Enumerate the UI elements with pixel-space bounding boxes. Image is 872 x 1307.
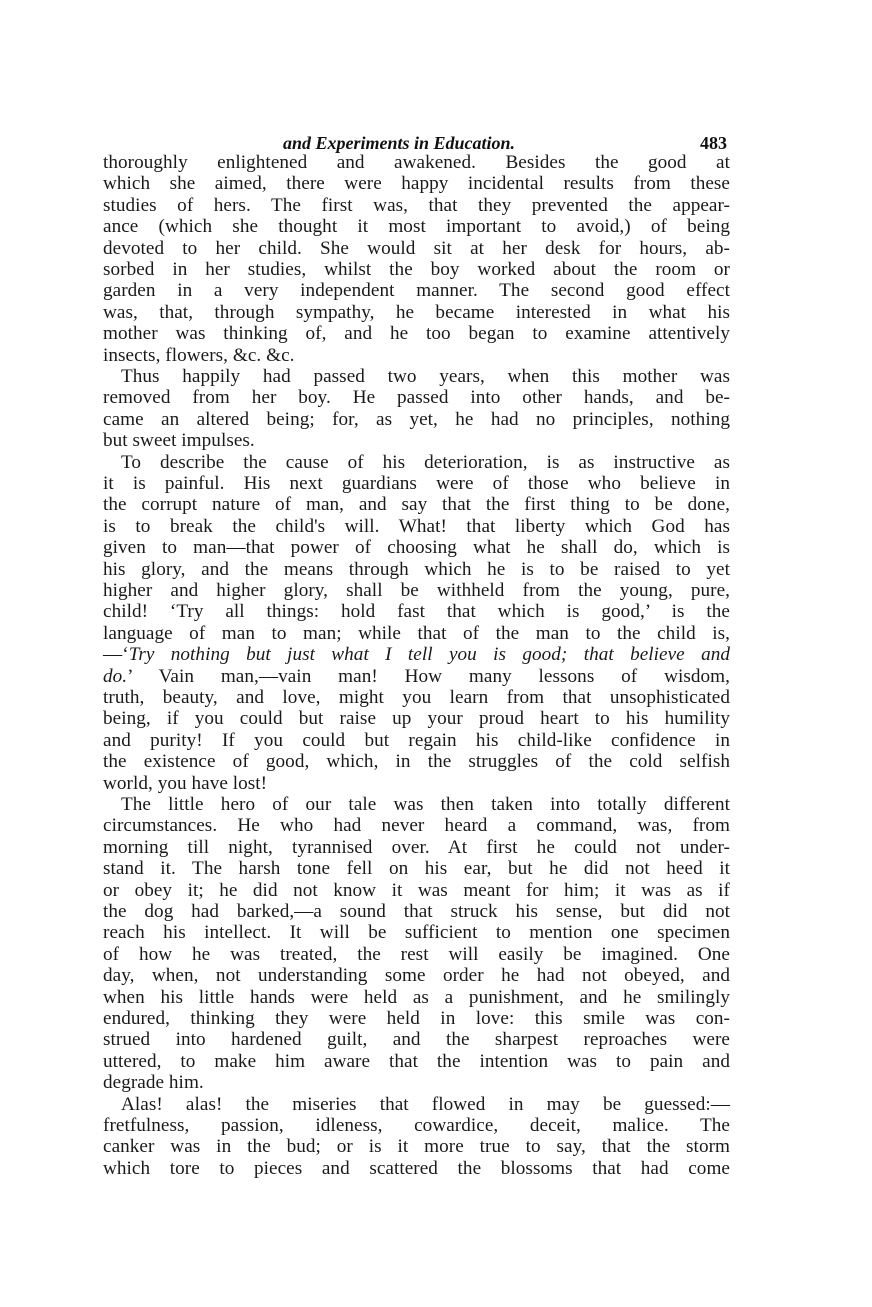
line-text: ance (which she thought it most important to avoid,) of being — [103, 216, 730, 238]
page-number: 483 — [700, 133, 727, 153]
text-line — [103, 1115, 730, 1137]
line-text: or obey it; he did not know it was meant for him; it was as if — [103, 879, 730, 901]
line-text: garden in a very independent manner. The second good effect — [103, 280, 730, 302]
text-line — [103, 302, 730, 324]
text-line — [103, 195, 730, 217]
line-text: his glory, and the means through which he is to be raised to yet — [103, 558, 730, 580]
text-line — [103, 387, 730, 409]
text-line — [103, 944, 730, 966]
line-text: the existence of good, which, in the struggles of the cold selfish — [103, 751, 730, 773]
line-text: Alas! alas! the miseries that flowed in may be guessed:— — [121, 1093, 730, 1115]
line-text: insects, flowers, &c. &c. — [103, 344, 295, 366]
text-line — [103, 815, 730, 837]
line-text: when his little hands were held as a punishment, and he smilingly — [103, 986, 730, 1008]
line-text: it is painful. His next guardians were of those who believe in — [103, 473, 730, 494]
text-line — [103, 644, 730, 666]
text-line — [103, 1051, 730, 1073]
line-text: strued into hardened guilt, and the sharpest reproaches were — [103, 1029, 730, 1051]
text-line — [121, 1094, 730, 1116]
line-text: reach his intellect. It will be sufficient to mention one specimen — [103, 922, 730, 944]
line-text: mother was thinking of, and he too began to examine attentively — [103, 323, 730, 345]
line-text: child! ‘Try all things: hold fast that which is good,’ is the — [103, 601, 730, 623]
text-line — [103, 858, 730, 880]
text-line — [103, 837, 730, 859]
line-text: is to break the child's will. What! that liberty which God has — [103, 515, 730, 537]
text-line — [103, 152, 730, 174]
line-text: given to man—that power of choosing what he shall do, which is — [103, 537, 730, 559]
line-text: the dog had barked,—a sound that struck his sense, but did not — [103, 901, 730, 922]
running-title: and Experiments in Education. — [283, 133, 516, 153]
text-line — [103, 559, 730, 581]
line-text: was, that, through sympathy, he became interested in what his — [103, 301, 730, 323]
text-line — [103, 901, 730, 923]
text-line — [103, 1158, 730, 1180]
line-text: came an altered being; for, as yet, he had no principles, nothing — [103, 408, 730, 430]
text-line — [103, 516, 730, 538]
text-line — [103, 965, 730, 987]
line-text: the corrupt nature of man, and say that the first thing to be done, — [103, 494, 730, 516]
text-line — [103, 773, 730, 795]
line-prefix: —‘ — [103, 644, 129, 666]
text-line — [103, 323, 730, 345]
text-line — [103, 537, 730, 559]
line-text: but sweet impulses. — [103, 430, 255, 452]
text-line — [103, 987, 730, 1009]
line-text: stand it. The harsh tone fell on his ear, but he did not heed it — [103, 858, 730, 880]
line-text: and purity! If you could but regain his child-like confidence in — [103, 729, 730, 751]
text-line — [103, 1029, 730, 1051]
line-text: language of man to man; while that of the man to the child is, — [103, 622, 730, 644]
text-line — [121, 794, 730, 816]
text-line — [103, 751, 730, 773]
text-line — [103, 345, 730, 367]
line-text: which tore to pieces and scattered the blossoms that had come — [103, 1157, 730, 1179]
line-text: thoroughly enlightened and awakened. Besides the good at — [103, 152, 730, 173]
text-line — [103, 473, 730, 495]
text-line — [103, 687, 730, 709]
line-text: removed from her boy. He passed into other hands, and be- — [103, 387, 730, 409]
line-text: being, if you could but raise up your proud heart to his humility — [103, 708, 730, 730]
text-line — [103, 259, 730, 281]
text-line — [103, 922, 730, 944]
text-line — [103, 216, 730, 238]
line-text: circumstances. He who had never heard a command, was, from — [103, 815, 730, 837]
text-line — [103, 173, 730, 195]
line-text: which she aimed, there were happy incidental results from these — [103, 173, 730, 195]
text-line — [121, 366, 730, 388]
line-text: of how he was treated, the rest will easily be imagined. One — [103, 943, 730, 965]
line-text: world, you have lost! — [103, 772, 268, 794]
line-text: uttered, to make him aware that the intention was to pain and — [103, 1050, 730, 1072]
text-line — [103, 623, 730, 645]
text-line — [103, 666, 730, 688]
line-text: fretfulness, passion, idleness, cowardice, deceit, malice. The — [103, 1115, 730, 1136]
line-text: degrade him. — [103, 1072, 204, 1094]
text-line — [103, 430, 730, 452]
text-line — [103, 238, 730, 260]
line-text: studies of hers. The first was, that they prevented the appear- — [103, 194, 730, 216]
text-line — [103, 580, 730, 602]
text-line — [103, 409, 730, 431]
line-text: Thus happily had passed two years, when this mother was — [121, 366, 730, 387]
text-line — [103, 601, 730, 623]
text-line — [103, 730, 730, 752]
line-text: canker was in the bud; or is it more true to say, that the storm — [103, 1136, 730, 1158]
italic-quote: Try nothing but just what I tell you is good; that believe and — [128, 644, 730, 666]
line-text: higher and higher glory, shall be withheld from the young, pure, — [103, 580, 730, 601]
line-text: devoted to her child. She would sit at her desk for hours, ab- — [103, 237, 730, 259]
line-text: The little hero of our tale was then taken into totally different — [121, 794, 730, 815]
text-line — [103, 1008, 730, 1030]
line-text: morning till night, tyrannised over. At first he could not under- — [103, 836, 730, 858]
text-line — [103, 1072, 730, 1094]
text-line — [121, 452, 730, 474]
line-text: day, when, not understanding some order he had not obeyed, and — [103, 965, 730, 987]
text-line — [103, 280, 730, 302]
text-line — [103, 880, 730, 902]
text-line — [103, 494, 730, 516]
line-text: endured, thinking they were held in love: this smile was con- — [103, 1008, 730, 1029]
italic-quote: do. — [103, 665, 128, 687]
text-line — [103, 1136, 730, 1158]
line-suffix: ’ Vain man,—vain man! How many lessons of wisdom, — [127, 665, 730, 687]
text-line — [103, 708, 730, 730]
line-text: truth, beauty, and love, might you learn from that unsophisticated — [103, 687, 730, 708]
line-text: To describe the cause of his deterioration, is as instructive as — [121, 451, 730, 473]
line-text: sorbed in her studies, whilst the boy worked about the room or — [103, 259, 730, 280]
